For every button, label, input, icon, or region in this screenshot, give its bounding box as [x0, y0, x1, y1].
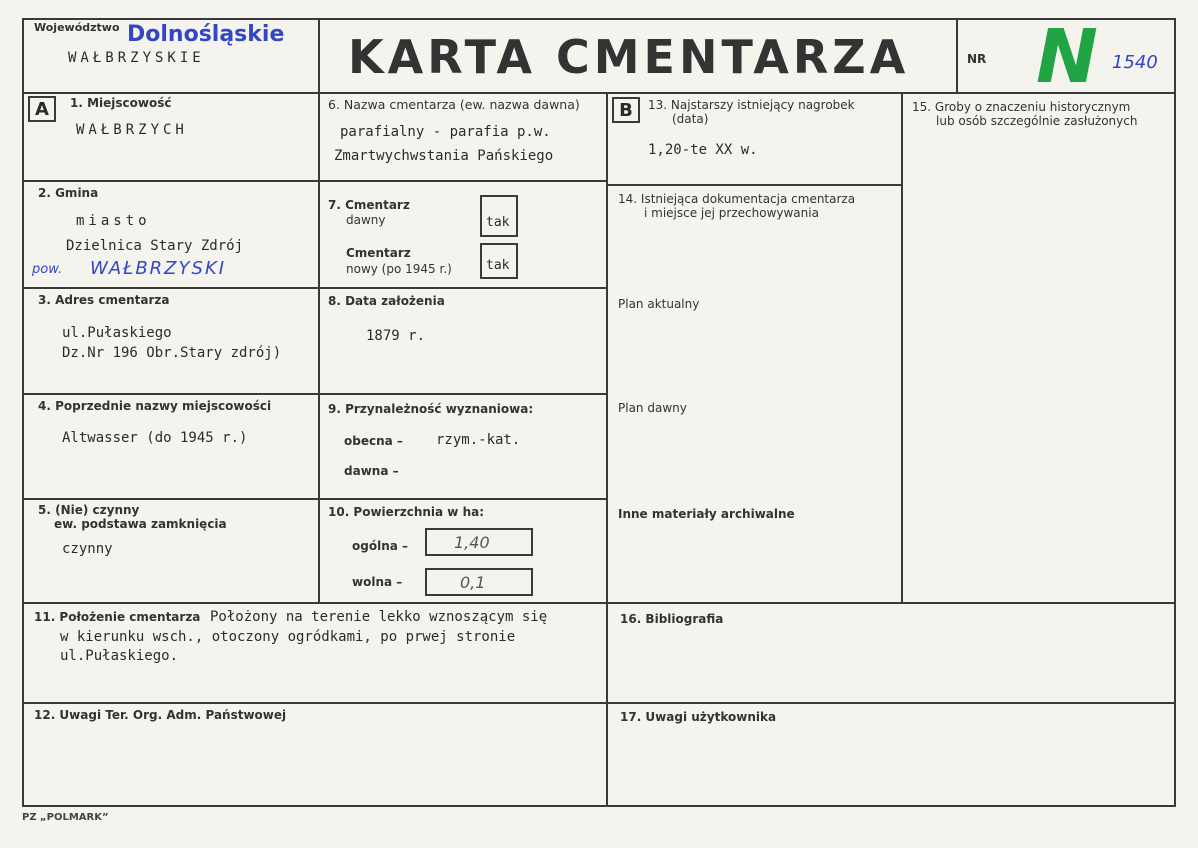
field-2-pow-value: WAŁBRZYSKI [90, 258, 227, 279]
field-1-value: WAŁBRZYCH [76, 122, 188, 138]
field-14-plan-former: Plan dawny [618, 401, 687, 415]
field-7-label2b: nowy (po 1945 r.) [346, 262, 452, 276]
field-10-free-value: 0,1 [460, 573, 486, 592]
field-13-label2: (data) [672, 112, 709, 126]
wojewodztwo-typed: WAŁBRZYSKIE [68, 50, 205, 66]
field-9-current-value: rzym.-kat. [436, 432, 521, 448]
row-divider-5 [22, 602, 1176, 604]
row-divider-2 [22, 287, 608, 289]
field-11-label: 11. Położenie cmentarza [34, 610, 201, 624]
field-11-line2: w kierunku wsch., otoczony ogródkami, po prwej stronie [60, 629, 516, 645]
field-8-label: 8. Data założenia [328, 294, 445, 308]
col-divider-1 [318, 92, 320, 602]
field-2-pow-prefix: pow. [32, 262, 63, 277]
row-divider-1 [22, 180, 608, 182]
field-3-line1: ul.Pułaskiego [62, 325, 172, 341]
field-7-dawny-value: tak [486, 215, 510, 230]
field-2-line2: Dzielnica Stary Zdrój [66, 238, 244, 254]
field-15-label2: lub osób szczególnie zasłużonych [936, 114, 1138, 128]
field-9-label: 9. Przynależność wyznaniowa: [328, 402, 534, 416]
field-14-label2: i miejsce jej przechowywania [644, 206, 819, 220]
field-11-line1: Położony na terenie lekko wznoszącym się [210, 609, 548, 625]
printer-imprint: PZ „POLMARK” [22, 812, 109, 823]
wojewodztwo-label: Województwo [34, 21, 120, 34]
section-a-letter: A [28, 96, 56, 122]
field-9-former-label: dawna – [344, 464, 399, 478]
field-10-total-label: ogólna – [352, 539, 409, 553]
row-divider-4 [22, 498, 608, 500]
field-6-label: 6. Nazwa cmentarza (ew. nazwa dawna) [328, 97, 580, 112]
col-divider-3 [901, 92, 903, 604]
header-vdiv-1 [318, 18, 320, 94]
header-divider [22, 92, 1176, 94]
card-title: KARTA CMENTARZA [348, 30, 910, 84]
field-9-current-label: obecna – [344, 434, 403, 448]
field-14-other-materials: Inne materiały archiwalne [618, 507, 795, 521]
field-3-label: 3. Adres cmentarza [38, 293, 170, 307]
nr-green-mark: N [1036, 14, 1098, 100]
frame-right [1174, 18, 1176, 807]
field-2-line1: miasto [76, 213, 151, 229]
field-10-label: 10. Powierzchnia w ha: [328, 505, 485, 519]
field-13-label1: 13. Najstarszy istniejący nagrobek [648, 98, 855, 112]
field-5-label2: ew. podstawa zamknięcia [54, 517, 227, 531]
frame-bottom [22, 805, 1174, 807]
row-divider-3 [22, 393, 608, 395]
frame-top [22, 18, 1176, 20]
field-1-label: 1. Miejscowość [70, 96, 172, 110]
field-7-nowy-value: tak [486, 258, 510, 273]
section-b-letter: B [612, 97, 640, 123]
field-2-label: 2. Gmina [38, 186, 99, 200]
row-divider-b [606, 184, 903, 186]
field-4-label: 4. Poprzednie nazwy miejscowości [38, 399, 272, 413]
field-4-value: Altwasser (do 1945 r.) [62, 430, 248, 446]
field-13-value: 1,20-te XX w. [648, 142, 758, 158]
field-16-label: 16. Bibliografia [620, 612, 724, 626]
field-7-label1b: dawny [346, 213, 386, 227]
field-15-label1: 15. Groby o znaczeniu historycznym [912, 100, 1131, 114]
nr-label: NR [967, 52, 987, 66]
field-5-value: czynny [62, 541, 113, 557]
field-6-line1: parafialny - parafia p.w. [340, 124, 551, 140]
field-7-label2a: Cmentarz [346, 246, 411, 260]
field-12-label: 12. Uwagi Ter. Org. Adm. Państwowej [34, 708, 287, 722]
field-7-label1a: 7. Cmentarz [328, 198, 410, 212]
nr-number: 1540 [1112, 52, 1158, 73]
field-14-label1: 14. Istniejąca dokumentacja cmentarza [618, 192, 856, 206]
field-6-line2: Zmartwychwstania Pańskiego [334, 148, 554, 164]
row-divider-6 [22, 702, 1176, 704]
field-14-plan-current: Plan aktualny [618, 297, 700, 311]
header-vdiv-2 [956, 18, 958, 94]
field-10-free-label: wolna – [352, 575, 403, 589]
field-8-value: 1879 r. [366, 328, 426, 344]
field-11-line3: ul.Pułaskiego. [60, 648, 179, 664]
field-17-label: 17. Uwagi użytkownika [620, 710, 777, 724]
col-divider-2 [606, 92, 608, 807]
field-10-total-value: 1,40 [454, 533, 490, 552]
field-3-line2: Dz.Nr 196 Obr.Stary zdrój) [62, 345, 282, 361]
field-5-label1: 5. (Nie) czynny [38, 503, 140, 517]
frame-left [22, 18, 24, 807]
wojewodztwo-stamp: Dolnośląskie [127, 22, 285, 47]
